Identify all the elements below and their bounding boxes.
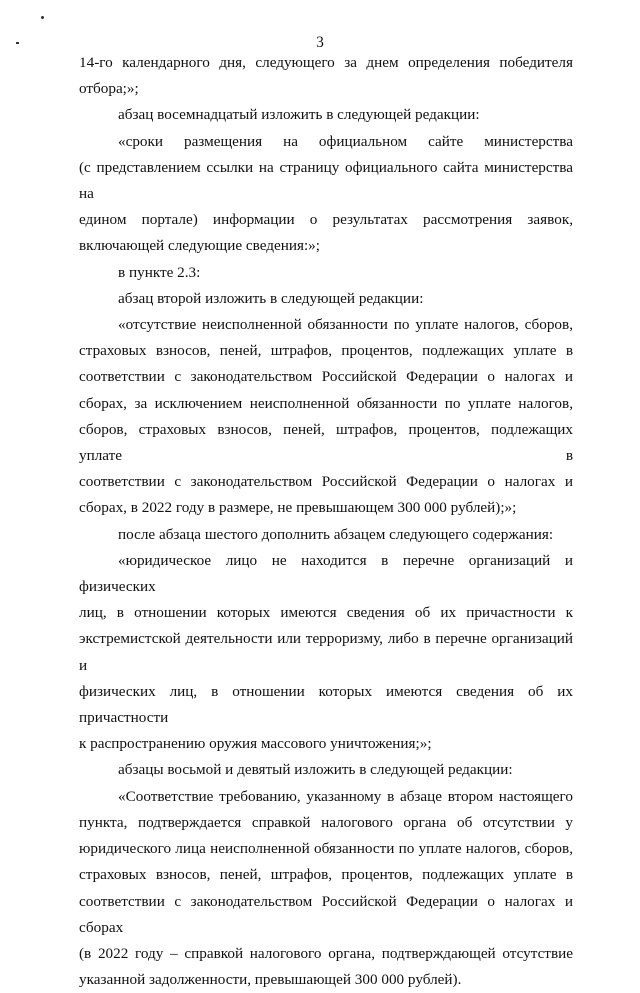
text-line: абзацы восьмой и девятый изложить в следующей редакции: — [118, 761, 513, 779]
text-line: сборах, в 2022 году в размере, не превышающем 300 000 рублей);»; — [79, 499, 517, 517]
scan-artifact — [41, 16, 44, 19]
text-line: абзац второй изложить в следующей редакции: — [118, 289, 424, 307]
text-line: абзац восемнадцатый изложить в следующей редакции: — [118, 106, 480, 124]
text-line: после абзаца шестого дополнить абзацем следующего содержания: — [118, 525, 554, 543]
text-line: (с представлением ссылки на страницу официального сайта министерства на — [79, 158, 573, 203]
page-number: 3 — [316, 34, 324, 51]
text-line: физических лиц, в отношении которых имеются сведения об их причастности — [79, 682, 573, 727]
text-line: соответствии с законодательством Российской Федерации о налогах и сборах — [79, 892, 573, 936]
text-line: соответствии с законодательством Российской Федерации о налогах и — [79, 368, 573, 386]
document-body — [79, 50, 573, 993]
text-line: страховых взносов, пеней, штрафов, процентов, подлежащих уплате в — [79, 342, 573, 360]
text-line: соответствии с законодательством Российской Федерации о налогах и — [79, 473, 573, 491]
text-line: сборов, страховых взносов, пеней, штрафов, процентов, подлежащих уплате в — [79, 420, 573, 465]
text-line: включающей следующие сведения:»; — [79, 237, 320, 255]
text-line: лиц, в отношении которых имеются сведения об их причастности к — [79, 604, 573, 622]
text-line: (в 2022 году – справкой налогового органа, подтверждающей отсутствие — [79, 944, 573, 962]
text-line: сборах, за исключением неисполненной обязанности по уплате налогов, — [79, 394, 573, 412]
text-line: «Соответствие требованию, указанному в абзаце втором настоящего — [118, 787, 573, 805]
text-line: экстремистской деятельности или терроризму, либо в перечне организаций и — [79, 630, 573, 674]
text-line: «юридическое лицо не находится в перечне организаций и физических — [79, 551, 573, 596]
text-line: страховых взносов, пеней, штрафов, процентов, подлежащих уплате в — [79, 866, 573, 884]
text-line: указанной задолженности, превышающей 300 000 рублей). — [79, 971, 462, 989]
text-line: к распространению оружия массового уничтожения;»; — [79, 735, 432, 753]
text-line: пункта, подтверждается справкой налогового органа об отсутствии у — [79, 813, 573, 831]
text-line: отбора;»; — [79, 80, 139, 98]
text-line: 14-го календарного дня, следующего за днем определения победителя — [79, 54, 573, 71]
text-line: «сроки размещения на официальном сайте министерства — [118, 132, 573, 150]
text-line: «отсутствие неисполненной обязанности по уплате налогов, сборов, — [118, 316, 573, 334]
text-line: юридического лица неисполненной обязанности по уплате налогов, сборов, — [79, 840, 573, 858]
text-line: едином портале) информации о результатах рассмотрения заявок, — [79, 211, 573, 229]
text-line: в пункте 2.3: — [118, 263, 201, 281]
